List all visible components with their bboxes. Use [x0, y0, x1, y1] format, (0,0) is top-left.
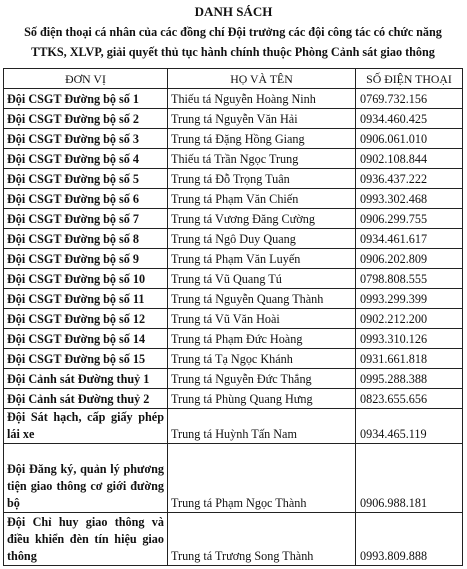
unit-cell: Đội CSGT Đường bộ số 11 [4, 289, 168, 309]
table-row [4, 389, 463, 409]
name-cell: Trung tá Đặng Hồng Giang [168, 129, 356, 149]
column-header-unit: ĐƠN VỊ [4, 69, 168, 89]
name-cell: Thiếu tá Trần Ngọc Trung [168, 149, 356, 169]
name-cell: Thiếu tá Nguyễn Hoàng Ninh [168, 89, 356, 109]
unit-cell: Đội Đăng ký, quản lý phương tiện giao thông cơ giới đường bộ [4, 444, 168, 513]
table-row [4, 169, 463, 189]
unit-cell: Đội Sát hạch, cấp giấy phép lái xe [4, 409, 168, 444]
table-row [4, 89, 463, 109]
contact-table [3, 68, 463, 566]
table-row [4, 269, 463, 289]
name-cell: Trung tá Vũ Quang Tú [168, 269, 356, 289]
name-cell: Trung tá Phạm Văn Chiến [168, 189, 356, 209]
phone-cell: 0993.310.126 [356, 329, 463, 349]
table-row [4, 129, 463, 149]
phone-cell: 0823.655.656 [356, 389, 463, 409]
name-cell: Trung tá Huỳnh Tấn Nam [168, 409, 356, 444]
table-header-row [4, 69, 463, 89]
name-cell: Trung tá Phùng Quang Hưng [168, 389, 356, 409]
unit-cell: Đội Chỉ huy giao thông và điều khiển đèn tín hiệu giao thông [4, 513, 168, 566]
name-cell: Trung tá Nguyễn Quang Thành [168, 289, 356, 309]
phone-cell: 0906.202.809 [356, 249, 463, 269]
table-row [4, 409, 463, 444]
phone-cell: 0906.061.010 [356, 129, 463, 149]
column-header-name: HỌ VÀ TÊN [168, 69, 356, 89]
phone-cell: 0931.661.818 [356, 349, 463, 369]
unit-cell: Đội CSGT Đường bộ số 4 [4, 149, 168, 169]
column-header-phone: SỐ ĐIỆN THOẠI [356, 69, 463, 89]
unit-cell: Đội CSGT Đường bộ số 9 [4, 249, 168, 269]
subtitle-line-1: Số điện thoại cá nhân của các đồng chí Đội trưởng các đội công tác có chức năng [24, 25, 442, 39]
table-row [4, 209, 463, 229]
phone-cell: 0993.302.468 [356, 189, 463, 209]
unit-cell: Đội CSGT Đường bộ số 12 [4, 309, 168, 329]
unit-cell: Đội Cảnh sát Đường thuỷ 2 [4, 389, 168, 409]
unit-cell: Đội CSGT Đường bộ số 10 [4, 269, 168, 289]
table-row [4, 349, 463, 369]
phone-cell: 0993.299.399 [356, 289, 463, 309]
phone-cell: 0934.460.425 [356, 109, 463, 129]
phone-cell: 0798.808.555 [356, 269, 463, 289]
phone-cell: 0906.299.755 [356, 209, 463, 229]
name-cell: Trung tá Vương Đăng Cường [168, 209, 356, 229]
phone-cell: 0993.809.888 [356, 513, 463, 566]
phone-cell: 0902.212.200 [356, 309, 463, 329]
table-row [4, 109, 463, 129]
table-row [4, 369, 463, 389]
name-cell: Trung tá Vũ Văn Hoài [168, 309, 356, 329]
unit-cell: Đội CSGT Đường bộ số 6 [4, 189, 168, 209]
document-title: DANH SÁCH [194, 4, 273, 19]
unit-cell: Đội CSGT Đường bộ số 2 [4, 109, 168, 129]
phone-cell: 0934.461.617 [356, 229, 463, 249]
phone-cell: 0995.288.388 [356, 369, 463, 389]
subtitle-line-2: TTKS, XLVP, giải quyết thủ tục hành chính thuộc Phòng Cảnh sát giao thông [31, 45, 435, 59]
table-row [4, 329, 463, 349]
table-row [4, 309, 463, 329]
table-row [4, 189, 463, 209]
unit-cell: Đội CSGT Đường bộ số 8 [4, 229, 168, 249]
name-cell: Trung tá Nguyễn Văn Hải [168, 109, 356, 129]
name-cell: Trung tá Phạm Đức Hoàng [168, 329, 356, 349]
table-row [4, 149, 463, 169]
name-cell: Trung tá Phạm Ngọc Thành [168, 444, 356, 513]
table-row [4, 513, 463, 566]
unit-cell: Đội CSGT Đường bộ số 5 [4, 169, 168, 189]
table-row [4, 249, 463, 269]
name-cell: Trung tá Trương Song Thành [168, 513, 356, 566]
phone-cell: 0906.988.181 [356, 444, 463, 513]
name-cell: Trung tá Tạ Ngọc Khánh [168, 349, 356, 369]
table-row [4, 444, 463, 513]
name-cell: Trung tá Đỗ Trọng Tuân [168, 169, 356, 189]
unit-cell: Đội CSGT Đường bộ số 14 [4, 329, 168, 349]
unit-cell: Đội Cảnh sát Đường thuỷ 1 [4, 369, 168, 389]
name-cell: Trung tá Ngô Duy Quang [168, 229, 356, 249]
phone-cell: 0936.437.222 [356, 169, 463, 189]
unit-cell: Đội CSGT Đường bộ số 15 [4, 349, 168, 369]
unit-cell: Đội CSGT Đường bộ số 1 [4, 89, 168, 109]
document-subtitle [4, 22, 462, 62]
unit-cell: Đội CSGT Đường bộ số 7 [4, 209, 168, 229]
name-cell: Trung tá Phạm Văn Luyến [168, 249, 356, 269]
table-row [4, 289, 463, 309]
table-body [4, 89, 463, 566]
phone-cell: 0902.108.844 [356, 149, 463, 169]
table-row [4, 229, 463, 249]
phone-cell: 0769.732.156 [356, 89, 463, 109]
name-cell: Trung tá Nguyễn Đức Thắng [168, 369, 356, 389]
phone-cell: 0934.465.119 [356, 409, 463, 444]
unit-cell: Đội CSGT Đường bộ số 3 [4, 129, 168, 149]
